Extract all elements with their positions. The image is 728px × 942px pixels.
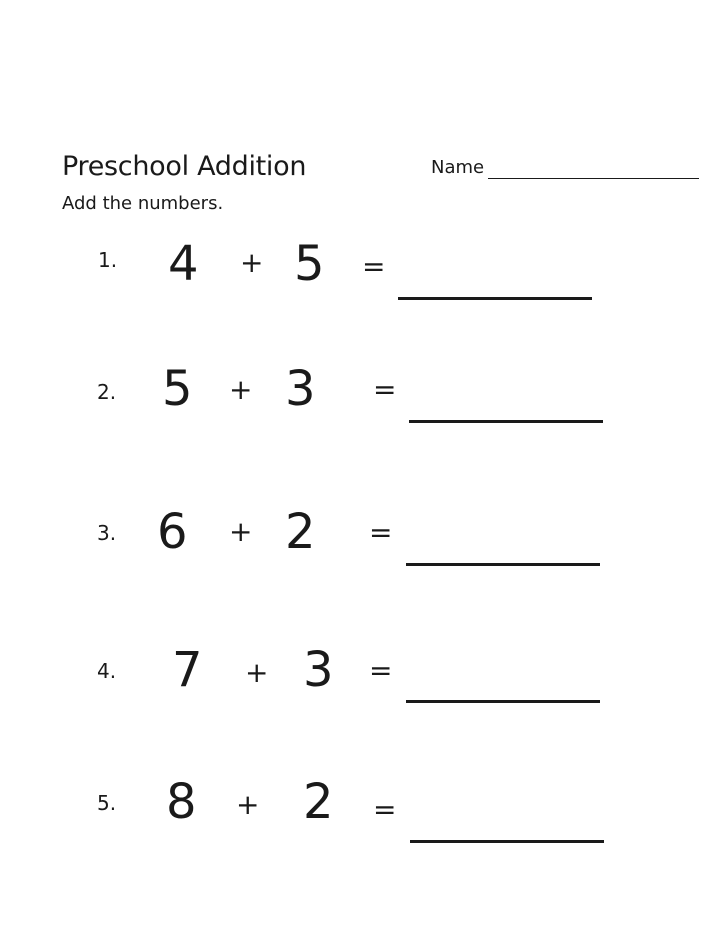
answer-line[interactable] bbox=[398, 297, 592, 300]
second-addend: 5 bbox=[294, 236, 325, 292]
second-addend: 3 bbox=[285, 361, 316, 417]
answer-line[interactable] bbox=[406, 563, 600, 566]
problem-number: 4. bbox=[97, 659, 117, 683]
problem-number: 5. bbox=[97, 791, 117, 815]
first-addend: 5 bbox=[162, 361, 193, 417]
equals-sign: = bbox=[369, 516, 393, 549]
worksheet-title: Preschool Addition bbox=[62, 151, 307, 182]
instructions: Add the numbers. bbox=[62, 193, 224, 214]
first-addend: 8 bbox=[166, 774, 197, 830]
second-addend: 2 bbox=[285, 504, 316, 560]
equals-sign: = bbox=[373, 373, 397, 406]
plus-sign: + bbox=[229, 515, 253, 548]
plus-sign: + bbox=[229, 373, 253, 406]
name-field-line[interactable] bbox=[488, 178, 699, 179]
second-addend: 3 bbox=[303, 642, 334, 698]
first-addend: 7 bbox=[172, 642, 203, 698]
equals-sign: = bbox=[369, 654, 393, 687]
plus-sign: + bbox=[240, 246, 264, 279]
problem-number: 3. bbox=[97, 521, 117, 545]
first-addend: 4 bbox=[168, 236, 199, 292]
plus-sign: + bbox=[245, 656, 269, 689]
answer-line[interactable] bbox=[410, 840, 604, 843]
equals-sign: = bbox=[373, 793, 397, 826]
answer-line[interactable] bbox=[409, 420, 603, 423]
problem-number: 1. bbox=[98, 248, 118, 272]
name-label: Name bbox=[431, 157, 485, 178]
first-addend: 6 bbox=[157, 504, 188, 560]
second-addend: 2 bbox=[303, 774, 334, 830]
problem-number: 2. bbox=[97, 380, 117, 404]
plus-sign: + bbox=[236, 788, 260, 821]
equals-sign: = bbox=[362, 250, 386, 283]
answer-line[interactable] bbox=[406, 700, 600, 703]
